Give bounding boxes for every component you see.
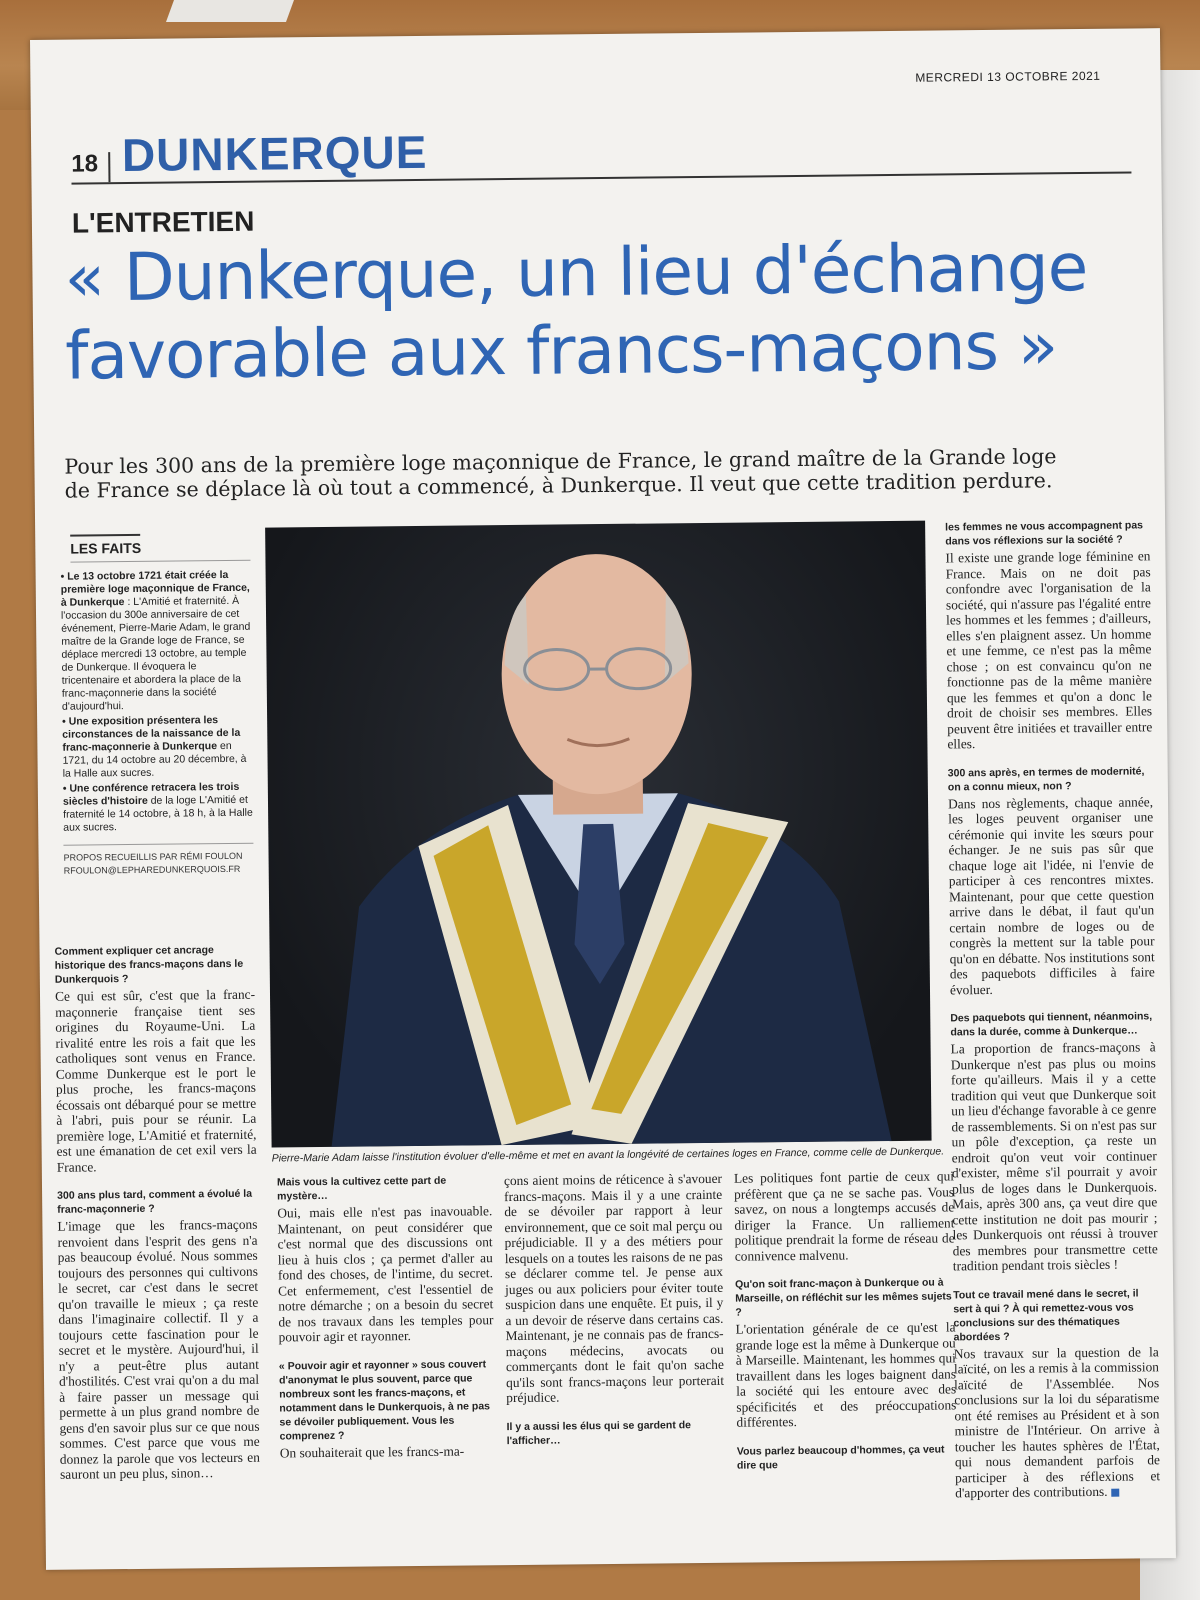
question: Il y a aussi les élus qui se gardent de l'afficher… bbox=[506, 1418, 692, 1447]
page-number: 18 bbox=[71, 152, 110, 182]
question: 300 ans plus tard, comment a évolué la franc-maçonnerie ? bbox=[57, 1187, 253, 1216]
answer: L'image que les francs-maçons renvoient dans l'esprit des gens n'a pas beaucoup évolué. Nous sommes toujours des personnes qui cultivons le secret, car c'est dans le secret qu'on travaille le mieux ; ça reste dans l'imaginaire collectif. Il y a toujours cette fascination pour le secret et le mystère. Aujourd'hui, il n'y a peut-être plus autant d'hostilités. C'est vrai qu'on a du mal à faire passer un message qui permette à un plus grand nombre de gens d'en savoir plus sur ce que nous sommes. C'est parce que vous me donnez la parole que vos lecteurs en sauront un peu plus, sinon… bbox=[57, 1216, 260, 1482]
column-1 bbox=[54, 943, 260, 1497]
column-5 bbox=[945, 518, 1160, 1515]
photo-caption: Pierre-Marie Adam laisse l'institution évoluer d'elle-même et met en avant la longévité de certaines loges en France, comme celle de Dunkerque. bbox=[271, 1145, 945, 1165]
fact-item: • Une conférence retracera les trois siècles d'histoire de la loge L'Amitié et fraternité le 14 octobre, à 18 h, à la Halle aux sucres. bbox=[62, 780, 253, 834]
headline: « Dunkerque, un lieu d'échange favorable aux francs-maçons » bbox=[64, 228, 1088, 395]
paper-corner bbox=[166, 0, 294, 22]
column-4 bbox=[734, 1168, 957, 1474]
answer: Il existe une grande loge féminine en France. Mais on ne doit pas confondre avec l'organisation de la société, qui n'assure pas l'égalité entre les hommes et les femmes ; d'ailleurs, elles s'en plaignent assez. Un homme et une femme, ce n'est pas la même chose ; on est convaincu qu'on ne fonctionne pas de la même manière que les femmes et qu'on a donc le droit de choisir ses membres. Elles peuvent être initiées et travailler entre elles. bbox=[945, 548, 1153, 752]
end-of-article-mark bbox=[1112, 1489, 1120, 1497]
question: Tout ce travail mené dans le secret, il sert à qui ? À qui remettez-vous vos conclusions sur des thématiques abordées ? bbox=[953, 1286, 1139, 1343]
kicker: L'ENTRETIEN bbox=[71, 205, 255, 239]
column-2 bbox=[277, 1173, 495, 1474]
masthead bbox=[71, 113, 1132, 184]
portrait-illustration bbox=[265, 521, 931, 1148]
facts-title: LES FAITS bbox=[70, 541, 250, 563]
facts-box bbox=[50, 533, 254, 878]
answer: Nos travaux sur la question de la laïcité, on les a remis à la commission laïcité de l'Assemblée. Nos conclusions sur la loi du séparatisme ont été remises au Président et à son ministre de l'Intérieur. On arrive à toucher les hautes sphères de l'État, qui nous demandent parfois de participer à des réflexions et d'apporter des contributions. bbox=[953, 1343, 1161, 1501]
facts-rule bbox=[70, 534, 140, 537]
question: Des paquebots qui tiennent, néanmoins, dans la durée, comme à Dunkerque… bbox=[950, 1010, 1153, 1039]
answer: L'orientation générale de ce qu'est la grande loge est la même à Dunkerque ou à Marseille. Maintenant, les hommes qui travaillent dans les loges baignent dans la société qui les entoure avec des spécificités et des préoccupations différentes. bbox=[735, 1319, 957, 1430]
fact-item: • Une exposition présentera les circonstances de la naissance de la franc-maçonnerie à Dunkerque en 1721, du 14 octobre au 20 décembre, à la Halle aux sucres. bbox=[62, 714, 247, 780]
question: 300 ans après, en termes de modernité, on a connu mieux, non ? bbox=[947, 764, 1145, 793]
answer: La proportion de francs-maçons à Dunkerque n'est pas plus ou moins forte qu'ailleurs. Mais il y a cette tradition qui veut que Dunkerque soit un lieu d'échange favorable à ce genre de rassemblements. Si on n'est pas sur un pôle d'exception, ça reste un endroit qu'on veut voir continuer d'exister, même s'il pourrait y avoir plus de loges dans le Dunkerquois. Mais, après 300 ans, ça veut dire que cette institution ne doit pas mourir ; les Dunkerquois ont réussi à trouver des membres pour transmettre cette tradition pendant trois siècles ! bbox=[950, 1039, 1158, 1274]
question: Qu'on soit franc-maçon à Dunkerque ou à Marseille, on réfléchit sur les mêmes sujets ? bbox=[735, 1276, 952, 1319]
portrait-photo bbox=[265, 521, 931, 1148]
column-3 bbox=[504, 1171, 725, 1450]
question: « Pouvoir agir et rayonner » sous couvert d'anonymat le plus souvent, parce que nombreux sont les francs-maçons, et notamment dans le Dunkerquois, à ne pas se dévoiler publiquement. Vous les comprenez ? bbox=[278, 1357, 491, 1442]
question: Vous parlez beaucoup d'hommes, ça veut dire que bbox=[736, 1443, 945, 1472]
answer: Les politiques font partie de ceux qui préfèrent que ça ne se sache pas. Vous savez, on nous a longtemps accusés de diriger la France. Un ralliement politique prendrait la forme de réseau de connivence malvenu. bbox=[733, 1168, 955, 1264]
answer: On souhaiterait que les francs-ma- bbox=[279, 1443, 465, 1460]
newspaper-page bbox=[30, 28, 1176, 1570]
answer: Oui, mais elle n'est pas inavouable. Maintenant, on peut considérer que c'est normal que des discussions ont lieu à huis clos ; ça permet d'aller au fond des choses, de l'intime, du secret. Cet enfermement, c'est l'essentiel de notre démarche ; on a besoin du secret de nos travaux dans les temples pour pouvoir agir et rayonner. bbox=[277, 1203, 494, 1345]
answer: çons aient moins de réticence à s'avouer francs-maçons. Mais il y a une crainte de se dévoiler par rapport à leur environnement, que ce soit mal perçu ou préjudiciable. Il y a des métiers pour lesquels on a toutes les raisons de ne pas se déclarer comme tel. Je pense aux juges ou aux policiers pour éviter toute suspicion dans une enquête. Et puis, il y a un devoir de réserve dans certains cas. Maintenant, je ne connais pas de francs-maçons médecins, avocats ou commerçants dont le fait qu'on sache qu'ils sont francs-maçons leur porterait préjudice. bbox=[503, 1170, 725, 1406]
answer: Dans nos règlements, chaque année, les loges peuvent organiser une cérémonie qui invite les sœurs pour échanger. Je ne suis pas sûr que chaque loge ait l'idée, ni l'envie de participer à ces rencontres mixtes. Maintenant, pour que cette question arrive dans le débat, il faut qu'un certain nombre de loges ou de congrès la mettent sur la table pour qu'on en débatte. Nos institutions sont des paquebots difficiles à faire évoluer. bbox=[947, 793, 1155, 997]
question: Mais vous la cultivez cette part de mystère… bbox=[276, 1174, 447, 1203]
byline: PROPOS RECUEILLIS PAR RÉMI FOULON RFOULON@LEPHAREDUNKERQUOIS.FR bbox=[63, 843, 253, 878]
fact-item: • Le 13 octobre 1721 était créée la première loge maçonnique de France, à Dunkerque : L'Amitié et fraternité. À l'occasion du 300e anniversaire de cet événement, Pierre-Marie Adam, le grand maître de la Grande loge de France, se déplace mercredi 13 octobre, au temple de Dunkerque. Il évoquera le tricentenaire et abordera la place de la franc-maçonnerie dans la société d'aujourd'hui. bbox=[60, 568, 251, 713]
question: Comment expliquer cet ancrage historique des francs-maçons dans le Dunkerquois ? bbox=[54, 944, 244, 986]
answer: Ce qui est sûr, c'est que la franc-maçonnerie française tient ses origines du Royaume-Uni. La rivalité entre les rois a fait que les catholiques sont venus en France. Comme Dunkerque est le port le plus proche, les francs-maçons écossais ont débarqué pour se mettre à l'abri, puis pour se réunir. La première loge, L'Amitié et fraternité, est une émanation de cet exil vers la France. bbox=[54, 986, 257, 1175]
issue-date: MERCREDI 13 OCTOBRE 2021 bbox=[915, 68, 1101, 85]
lead-paragraph: Pour les 300 ans de la première loge maçonnique de France, le grand maître de la Grande loge de France se déplace là où tout a commencé, à Dunkerque. Il veut que cette tradition perdure. bbox=[64, 444, 1057, 503]
section-title: DUNKERQUE bbox=[121, 125, 428, 182]
question: les femmes ne vous accompagnent pas dans vos réflexions sur la société ? bbox=[945, 519, 1144, 548]
